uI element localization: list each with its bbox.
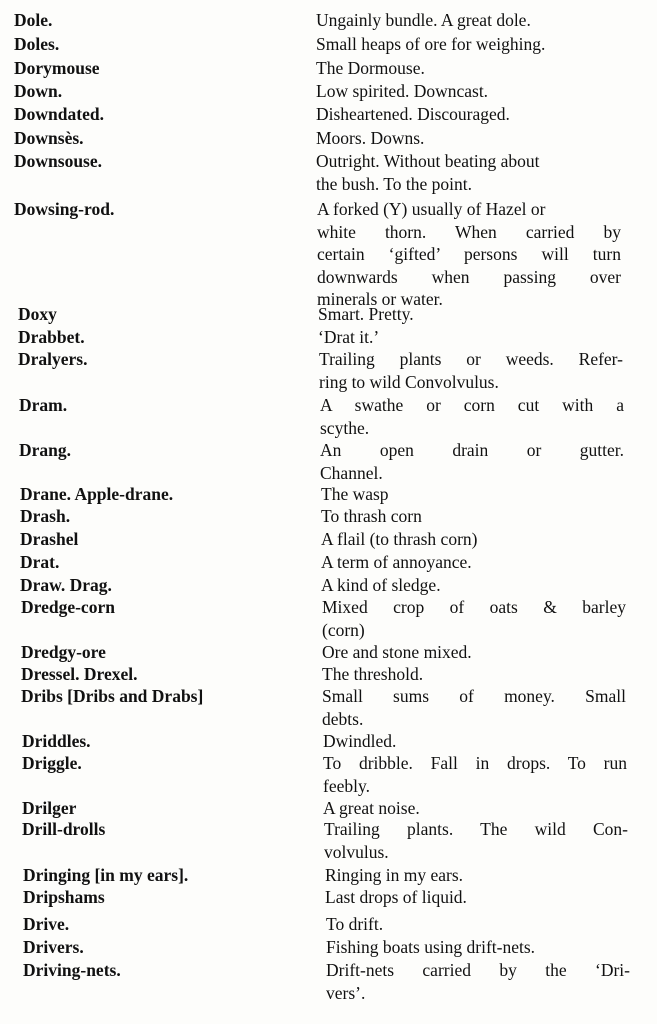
definition-line: The Dormouse.: [316, 58, 425, 78]
definition-line: Mixed crop of oats & barley: [322, 597, 626, 617]
definition-line: A term of annoyance.: [321, 552, 472, 572]
entry-definition: [316, 57, 620, 80]
entry-term: Dringing [in my ears].: [23, 865, 189, 885]
definition-line: Smart. Pretty.: [318, 304, 414, 324]
definition-line: A kind of sledge.: [321, 575, 441, 595]
entry-term: Doxy: [18, 304, 57, 324]
entry-term: Down.: [14, 81, 63, 101]
entry-term: Dowsing-rod.: [14, 199, 115, 219]
entry-term: Drash.: [20, 506, 71, 526]
definition-line: feebly.: [323, 775, 370, 796]
entry-definition: [322, 596, 626, 641]
entry-definition: [326, 959, 630, 1004]
entry-term: Drashel: [20, 529, 79, 549]
entry-term: Dorymouse: [14, 58, 100, 78]
definition-line: Disheartened. Discouraged.: [316, 104, 510, 124]
definition-line: Low spirited. Downcast.: [316, 81, 489, 101]
entry-term: Downsouse.: [14, 151, 103, 171]
entry-term: Drang.: [19, 440, 72, 460]
definition-line: Small heaps of ore for weighing.: [316, 34, 546, 54]
definition-line: Dwindled.: [323, 731, 397, 751]
entry-term: Downdated.: [14, 104, 104, 124]
entry-term: Dram.: [19, 395, 68, 415]
entry-term: Doles.: [14, 34, 60, 54]
entry-definition: [322, 685, 626, 730]
entry-definition: [320, 439, 624, 484]
definition-line: The threshold.: [322, 664, 424, 684]
definition-line: certain ‘gifted’ persons will turn: [317, 244, 621, 264]
definition-line: To dribble. Fall in drops. To run: [323, 753, 627, 773]
entry-definition: [323, 797, 627, 820]
entry-definition: [326, 913, 630, 936]
definition-line: ring to wild Convolvulus.: [319, 371, 499, 392]
definition-line: A forked (Y) usually of Hazel or: [317, 199, 546, 219]
entry-term: Draw. Drag.: [20, 575, 112, 595]
entry-definition: [321, 505, 625, 528]
entry-definition: [322, 663, 626, 686]
definition-line: ‘Drat it.’: [318, 327, 380, 347]
entry-definition: [319, 348, 623, 393]
entry-definition: [318, 303, 622, 326]
entry-definition: [324, 818, 628, 863]
entry-definition: [321, 574, 625, 597]
definition-line: minerals or water.: [317, 289, 443, 309]
entry-definition: [322, 641, 626, 664]
entry-term: Drilger: [22, 798, 77, 818]
entry-definition: [323, 752, 627, 797]
entry-term: Drivers.: [23, 937, 84, 957]
entry-term: Drive.: [23, 914, 70, 934]
entry-term: Drill-drolls: [22, 819, 106, 839]
entry-definition: [317, 198, 621, 311]
entry-definition: [316, 33, 620, 56]
entry-term: Dredgy-ore: [21, 642, 106, 662]
entry-definition: [320, 394, 624, 439]
entry-term: Dribs [Dribs and Drabs]: [21, 686, 204, 706]
definition-line: To drift.: [326, 914, 384, 934]
definition-line: Moors. Downs.: [316, 128, 425, 148]
entry-term: Dredge-corn: [21, 597, 115, 617]
entry-term: Driddles.: [22, 731, 91, 751]
definition-line: scythe.: [320, 417, 370, 438]
definition-line: Fishing boats using drift-nets.: [326, 937, 536, 957]
definition-line: Ringing in my ears.: [325, 865, 464, 885]
definition-line: Last drops of liquid.: [325, 887, 467, 907]
entry-definition: [321, 551, 625, 574]
entry-term: Driving-nets.: [23, 960, 121, 980]
definition-line: A great noise.: [323, 798, 420, 818]
definition-line: An open drain or gutter.: [320, 440, 624, 460]
entry-definition: [316, 150, 620, 195]
entry-definition: [325, 886, 629, 909]
definition-line: To thrash corn: [321, 506, 422, 526]
definition-line: A flail (to thrash corn): [321, 529, 478, 549]
definition-line: (corn): [322, 619, 365, 640]
definition-line: debts.: [322, 708, 364, 729]
entry-definition: [316, 9, 620, 32]
definition-line: Outright. Without beating about: [316, 151, 540, 171]
entry-term: Dripshams: [23, 887, 105, 907]
definition-line: Drift-nets carried by the ‘Dri-: [326, 960, 630, 980]
entry-definition: [316, 103, 620, 126]
entry-definition: [316, 127, 620, 150]
definition-line: the bush. To the point.: [316, 173, 472, 194]
definition-line: A swathe or corn cut with a: [320, 395, 624, 415]
entry-term: Dressel. Drexel.: [21, 664, 138, 684]
definition-line: Ore and stone mixed.: [322, 642, 472, 662]
entry-term: Dralyers.: [18, 349, 88, 369]
definition-line: The wasp: [321, 484, 389, 504]
entry-definition: [325, 864, 629, 887]
entry-term: Dole.: [14, 10, 53, 30]
definition-line: Ungainly bundle. A great dole.: [316, 10, 531, 30]
entry-term: Downsès.: [14, 128, 84, 148]
entry-definition: [326, 936, 630, 959]
definition-line: Trailing plants. The wild Con-: [324, 819, 628, 839]
entry-definition: [321, 483, 625, 506]
entry-term: Drat.: [20, 552, 60, 572]
definition-line: white thorn. When carried by: [317, 221, 621, 242]
entry-definition: [318, 326, 622, 349]
definition-line: Small sums of money. Small: [322, 686, 626, 706]
entry-term: Drane. Apple-drane.: [20, 484, 174, 504]
entry-term: Drabbet.: [18, 327, 85, 347]
entry-definition: [323, 730, 627, 753]
definition-line: volvulus.: [324, 841, 389, 862]
entry-definition: [316, 80, 620, 103]
definition-line: vers’.: [326, 982, 366, 1003]
entry-definition: [321, 528, 625, 551]
definition-line: downwards when passing over: [317, 266, 621, 287]
entry-term: Driggle.: [22, 753, 82, 773]
definition-line: Channel.: [320, 462, 383, 483]
definition-line: Trailing plants or weeds. Refer-: [319, 349, 623, 369]
